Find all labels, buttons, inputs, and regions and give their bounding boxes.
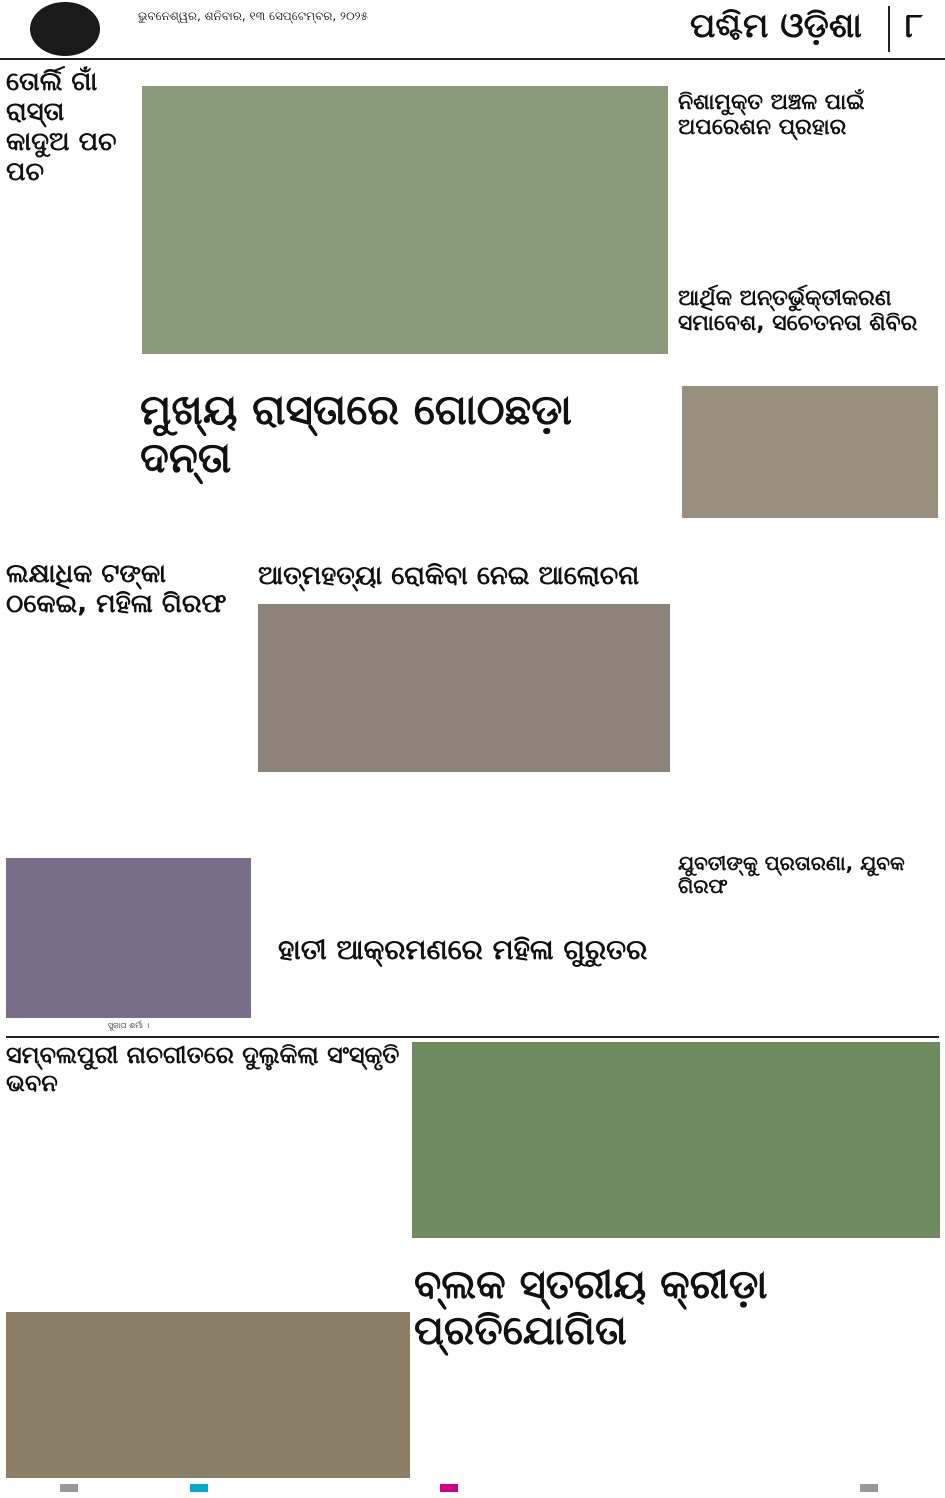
article-body [678,134,940,274]
photo-sports-group [412,1042,940,1238]
print-mark [190,1484,208,1492]
headline-culture: ସମ୍ବଲପୁରୀ ନାଚଗୀତରେ ଦୁଲୁକିଲା ସଂସ୍କୃତି ଭବନ [6,1041,400,1097]
headline-operation: ନିଶାମୁକ୍ତ ଅଞ୍ଚଳ ପାଇଁ ଅପରେଶନ ପ୍ରହାର [678,90,865,141]
article-body [140,450,670,550]
photo-portrait [6,858,251,1018]
headline-sports: ବ୍ଲକ ସ୍ତରୀୟ କ୍ରୀଡ଼ା ପ୍ରତିଯୋଗିତା [414,1262,768,1354]
photo-culture-event [6,1312,410,1478]
section-title: ପଶ୍ଚିମ ଓଡ଼ିଶା [690,6,862,46]
print-mark [440,1484,458,1492]
headline-cheating: ଯୁବତୀଙ୍କୁ ପ୍ରତାରଣା, ଯୁବକ ଗିରଫ [678,851,905,898]
divider [6,1036,939,1038]
print-mark [860,1484,878,1492]
dateline: ଭୁବନେଶ୍ୱର, ଶନିବାର, ୧୩ ସେପ୍ଟେମ୍ବର, ୨୦୨୫ [138,9,369,23]
headline-fraud: ଲକ୍ଷାଧିକ ଟଙ୍କା ଠକେଇ, ମହିଳା ଗିରଫ [6,559,227,619]
article-body [6,140,136,470]
masthead [0,0,945,60]
header-divider [888,6,890,52]
portrait-caption: ସୁଜାତା ଶର୍ମା । [107,1021,150,1030]
photo-seminar [258,604,670,772]
headline-torli: ତୋର୍ଲି ଗାଁ ରାସ୍ତା କାଦୁଅ ପଚ ପଚ [6,67,117,187]
anniversary-logo [30,2,100,56]
photo-financial-camp [682,386,938,518]
headline-suicide: ଆତ୍ମହତ୍ୟା ରୋକିବା ନେଇ ଆଲୋଚନା [258,561,640,591]
page-number: ୮ [905,6,923,46]
article-body [6,660,251,850]
headline-attack: ହାତୀ ଆକ୍ରମଣରେ ମହିଳା ଗୁରୁତର [278,933,648,966]
print-mark [60,1484,78,1492]
headline-financial: ଆର୍ଥିକ ଅନ୍ତର୍ଭୁକ୍ତୀକରଣ ସମାବେଶ, ସଚେତନତା ଶିବିର [678,286,918,337]
headline-elephant: ମୁଖ୍ୟ ରାସ୍ତାରେ ଗୋଠଛଡ଼ା ଦନ୍ତା [140,385,572,483]
photo-elephant [142,86,668,354]
